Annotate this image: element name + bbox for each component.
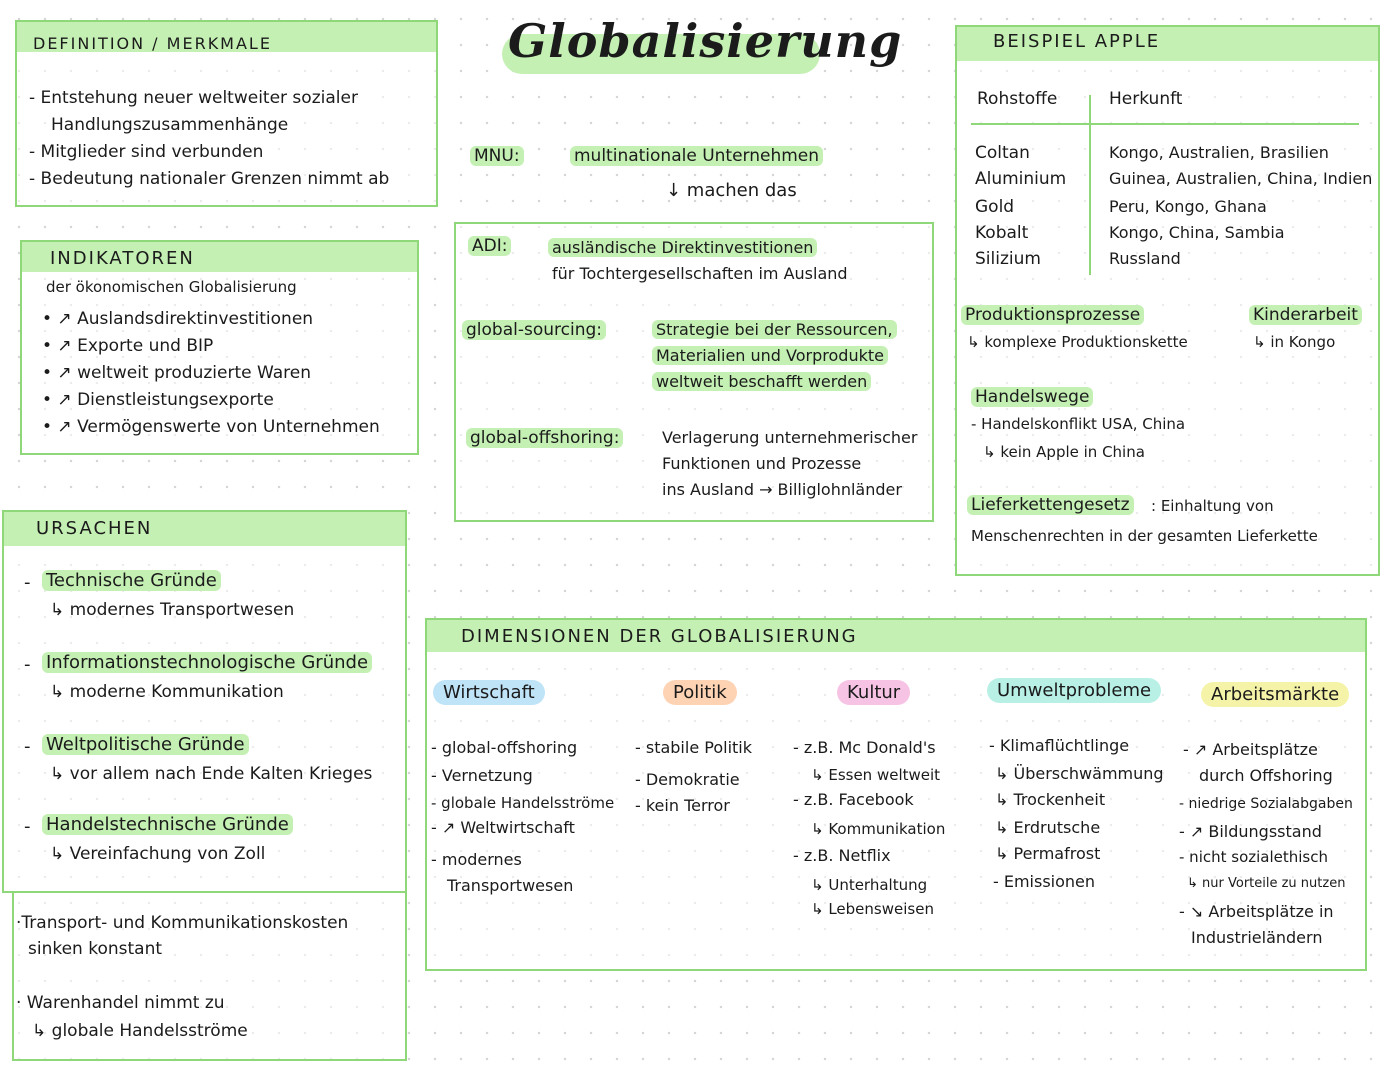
apple-prod-sub: ↳ komplexe Produktionskette	[967, 333, 1188, 351]
dim-pill-wirtschaft: Wirtschaft	[433, 680, 545, 705]
sourcing-line: weltweit beschafft werden	[652, 372, 871, 391]
definition-item: - Entstehung neuer weltweiter sozialer	[29, 88, 358, 108]
dim-item: ↳ nur Vorteile zu nutzen	[1187, 876, 1346, 891]
apple-handel-line: - Handelskonflikt USA, China	[971, 415, 1186, 433]
apple-herkunft: Russland	[1109, 249, 1181, 268]
definition-box	[15, 20, 438, 207]
indikatoren-item: • ↗ weltweit produzierte Waren	[42, 363, 311, 383]
dim-pill-politik: Politik	[663, 680, 737, 705]
note-line: ↳ globale Handelsströme	[32, 1021, 248, 1041]
apple-liefer-line: : Einhaltung von	[1151, 497, 1274, 515]
dim-item: - ↘ Arbeitsplätze in	[1179, 902, 1334, 921]
dim-item: - z.B. Netflix	[793, 846, 891, 865]
page-title: Globalisierung	[508, 14, 903, 68]
indikatoren-subtitle: der ökonomischen Globalisierung	[46, 278, 297, 296]
table-divider-h	[971, 123, 1359, 125]
sourcing-line: Strategie bei der Ressourcen,	[652, 320, 897, 339]
apple-stoff: Kobalt	[975, 223, 1029, 243]
apple-liefer-title: Lieferkettengesetz	[967, 495, 1134, 515]
dim-item: - globale Handelsströme	[431, 794, 615, 812]
dim-item: - modernes	[431, 850, 522, 869]
dim-item: - global-offshoring	[431, 738, 578, 757]
indikatoren-box	[20, 240, 419, 455]
adi-line: ausländische Direktinvestitionen	[548, 238, 817, 257]
dim-item: Transportwesen	[447, 876, 574, 895]
dim-item: - z.B. Mc Donald's	[793, 738, 936, 757]
dim-item: ↳ Permafrost	[995, 844, 1101, 863]
dim-item: - Klimaflüchtlinge	[989, 736, 1130, 755]
apple-stoff: Coltan	[975, 143, 1030, 163]
ursachen-group-title: Informationstechnologische Gründe	[42, 652, 372, 673]
apple-prod-title: Produktionsprozesse	[961, 305, 1144, 325]
apple-col-rohstoffe: Rohstoffe	[977, 89, 1058, 109]
apple-herkunft: Guinea, Australien, China, Indien	[1109, 169, 1373, 188]
offshoring-label: global-offshoring:	[466, 428, 623, 448]
mnu-label: MNU:	[470, 146, 524, 166]
note-line: sinken konstant	[28, 939, 163, 959]
ursachen-group-title: Weltpolitische Gründe	[42, 734, 249, 755]
dim-item: Industrieländern	[1191, 928, 1323, 947]
ursachen-dash: -	[24, 816, 31, 837]
ursachen-group-title: Handelstechnische Gründe	[42, 814, 293, 835]
apple-stoff: Silizium	[975, 249, 1041, 269]
table-divider-v	[1089, 95, 1091, 275]
dim-pill-arbeitsmaerkte: Arbeitsmärkte	[1201, 682, 1349, 707]
ursachen-box	[2, 510, 407, 893]
indikatoren-item: • ↗ Dienstleistungsexporte	[42, 390, 274, 410]
apple-liefer-line: Menschenrechten in der gesamten Lieferkette	[971, 527, 1318, 545]
definition-item: - Bedeutung nationaler Grenzen nimmt ab	[29, 169, 390, 189]
adi-label: ADI:	[468, 236, 511, 256]
offshoring-line: Funktionen und Prozesse	[662, 454, 862, 473]
adi-line: für Tochtergesellschaften im Ausland	[552, 264, 848, 283]
dim-item: ↳ Kommunikation	[811, 820, 946, 838]
apple-box	[955, 25, 1380, 576]
ursachen-group-sub: ↳ Vereinfachung von Zoll	[50, 844, 266, 864]
definition-heading: DEFINITION / MERKMALE	[33, 34, 272, 53]
offshoring-line: ins Ausland → Billiglohnländer	[662, 480, 902, 499]
ursachen-group-sub: ↳ modernes Transportwesen	[50, 600, 295, 620]
apple-stoff: Gold	[975, 197, 1015, 217]
dim-item: - Demokratie	[635, 770, 740, 789]
offshoring-line: Verlagerung unternehmerischer	[662, 428, 918, 447]
apple-herkunft: Kongo, Australien, Brasilien	[1109, 143, 1329, 162]
apple-herkunft: Kongo, China, Sambia	[1109, 223, 1285, 242]
dim-item: - stabile Politik	[635, 738, 752, 757]
dim-item: - niedrige Sozialabgaben	[1179, 796, 1353, 812]
definition-item: - Mitglieder sind verbunden	[29, 142, 264, 162]
dim-item: - z.B. Facebook	[793, 790, 914, 809]
dim-item: - ↗ Weltwirtschaft	[431, 818, 575, 837]
mnu-arrow-text: ↓ machen das	[666, 180, 797, 201]
indikatoren-item: • ↗ Vermögenswerte von Unternehmen	[42, 417, 380, 437]
indikatoren-item: • ↗ Auslandsdirektinvestitionen	[42, 309, 314, 329]
dim-pill-kultur: Kultur	[837, 680, 910, 705]
ursachen-group-title: Technische Gründe	[42, 570, 221, 591]
dim-item: ↳ Trockenheit	[995, 790, 1106, 809]
ursachen-heading: URSACHEN	[36, 518, 153, 539]
dim-item: durch Offshoring	[1199, 766, 1333, 785]
notes-box	[12, 893, 407, 1061]
ursachen-dash: -	[24, 736, 31, 757]
dimensionen-box	[425, 618, 1367, 971]
dim-item: - Emissionen	[993, 872, 1096, 891]
dim-item: ↳ Lebensweisen	[811, 900, 934, 918]
dimensionen-heading: DIMENSIONEN DER GLOBALISIERUNG	[461, 626, 858, 647]
note-line: · Warenhandel nimmt zu	[16, 993, 225, 1013]
dim-item: ↳ Essen weltweit	[811, 766, 941, 784]
apple-heading: BEISPIEL APPLE	[993, 31, 1161, 52]
ursachen-group-sub: ↳ vor allem nach Ende Kalten Krieges	[50, 764, 373, 784]
dim-item: - ↗ Bildungsstand	[1179, 822, 1322, 841]
apple-handel-line: ↳ kein Apple in China	[983, 443, 1145, 461]
ursachen-group-sub: ↳ moderne Kommunikation	[50, 682, 284, 702]
dim-item: - Vernetzung	[431, 766, 533, 785]
sourcing-label: global-sourcing:	[462, 320, 606, 340]
note-line: ·Transport- und Kommunikationskosten	[16, 913, 349, 933]
indikatoren-heading: INDIKATOREN	[50, 248, 195, 269]
ursachen-dash: -	[24, 654, 31, 675]
dim-item: - nicht sozialethisch	[1179, 848, 1329, 866]
sourcing-line: Materialien und Vorprodukte	[652, 346, 888, 365]
indikatoren-item: • ↗ Exporte und BIP	[42, 336, 214, 356]
ursachen-dash: -	[24, 572, 31, 593]
dim-item: - ↗ Arbeitsplätze	[1183, 740, 1318, 759]
dim-item: ↳ Unterhaltung	[811, 876, 928, 894]
dim-item: ↳ Erdrutsche	[995, 818, 1101, 837]
mnu-text: multinationale Unternehmen	[570, 146, 823, 166]
dim-pill-umweltprobleme: Umweltprobleme	[987, 678, 1161, 703]
apple-stoff: Aluminium	[975, 169, 1067, 189]
apple-handel-title: Handelswege	[971, 387, 1093, 407]
apple-kinder-title: Kinderarbeit	[1249, 305, 1362, 325]
dim-item: ↳ Überschwämmung	[995, 764, 1164, 783]
apple-kinder-sub: ↳ in Kongo	[1253, 333, 1336, 351]
apple-herkunft: Peru, Kongo, Ghana	[1109, 197, 1267, 216]
dim-item: - kein Terror	[635, 796, 730, 815]
center-box	[454, 222, 934, 522]
definition-item: Handlungszusammenhänge	[51, 115, 289, 135]
apple-col-herkunft: Herkunft	[1109, 89, 1183, 109]
